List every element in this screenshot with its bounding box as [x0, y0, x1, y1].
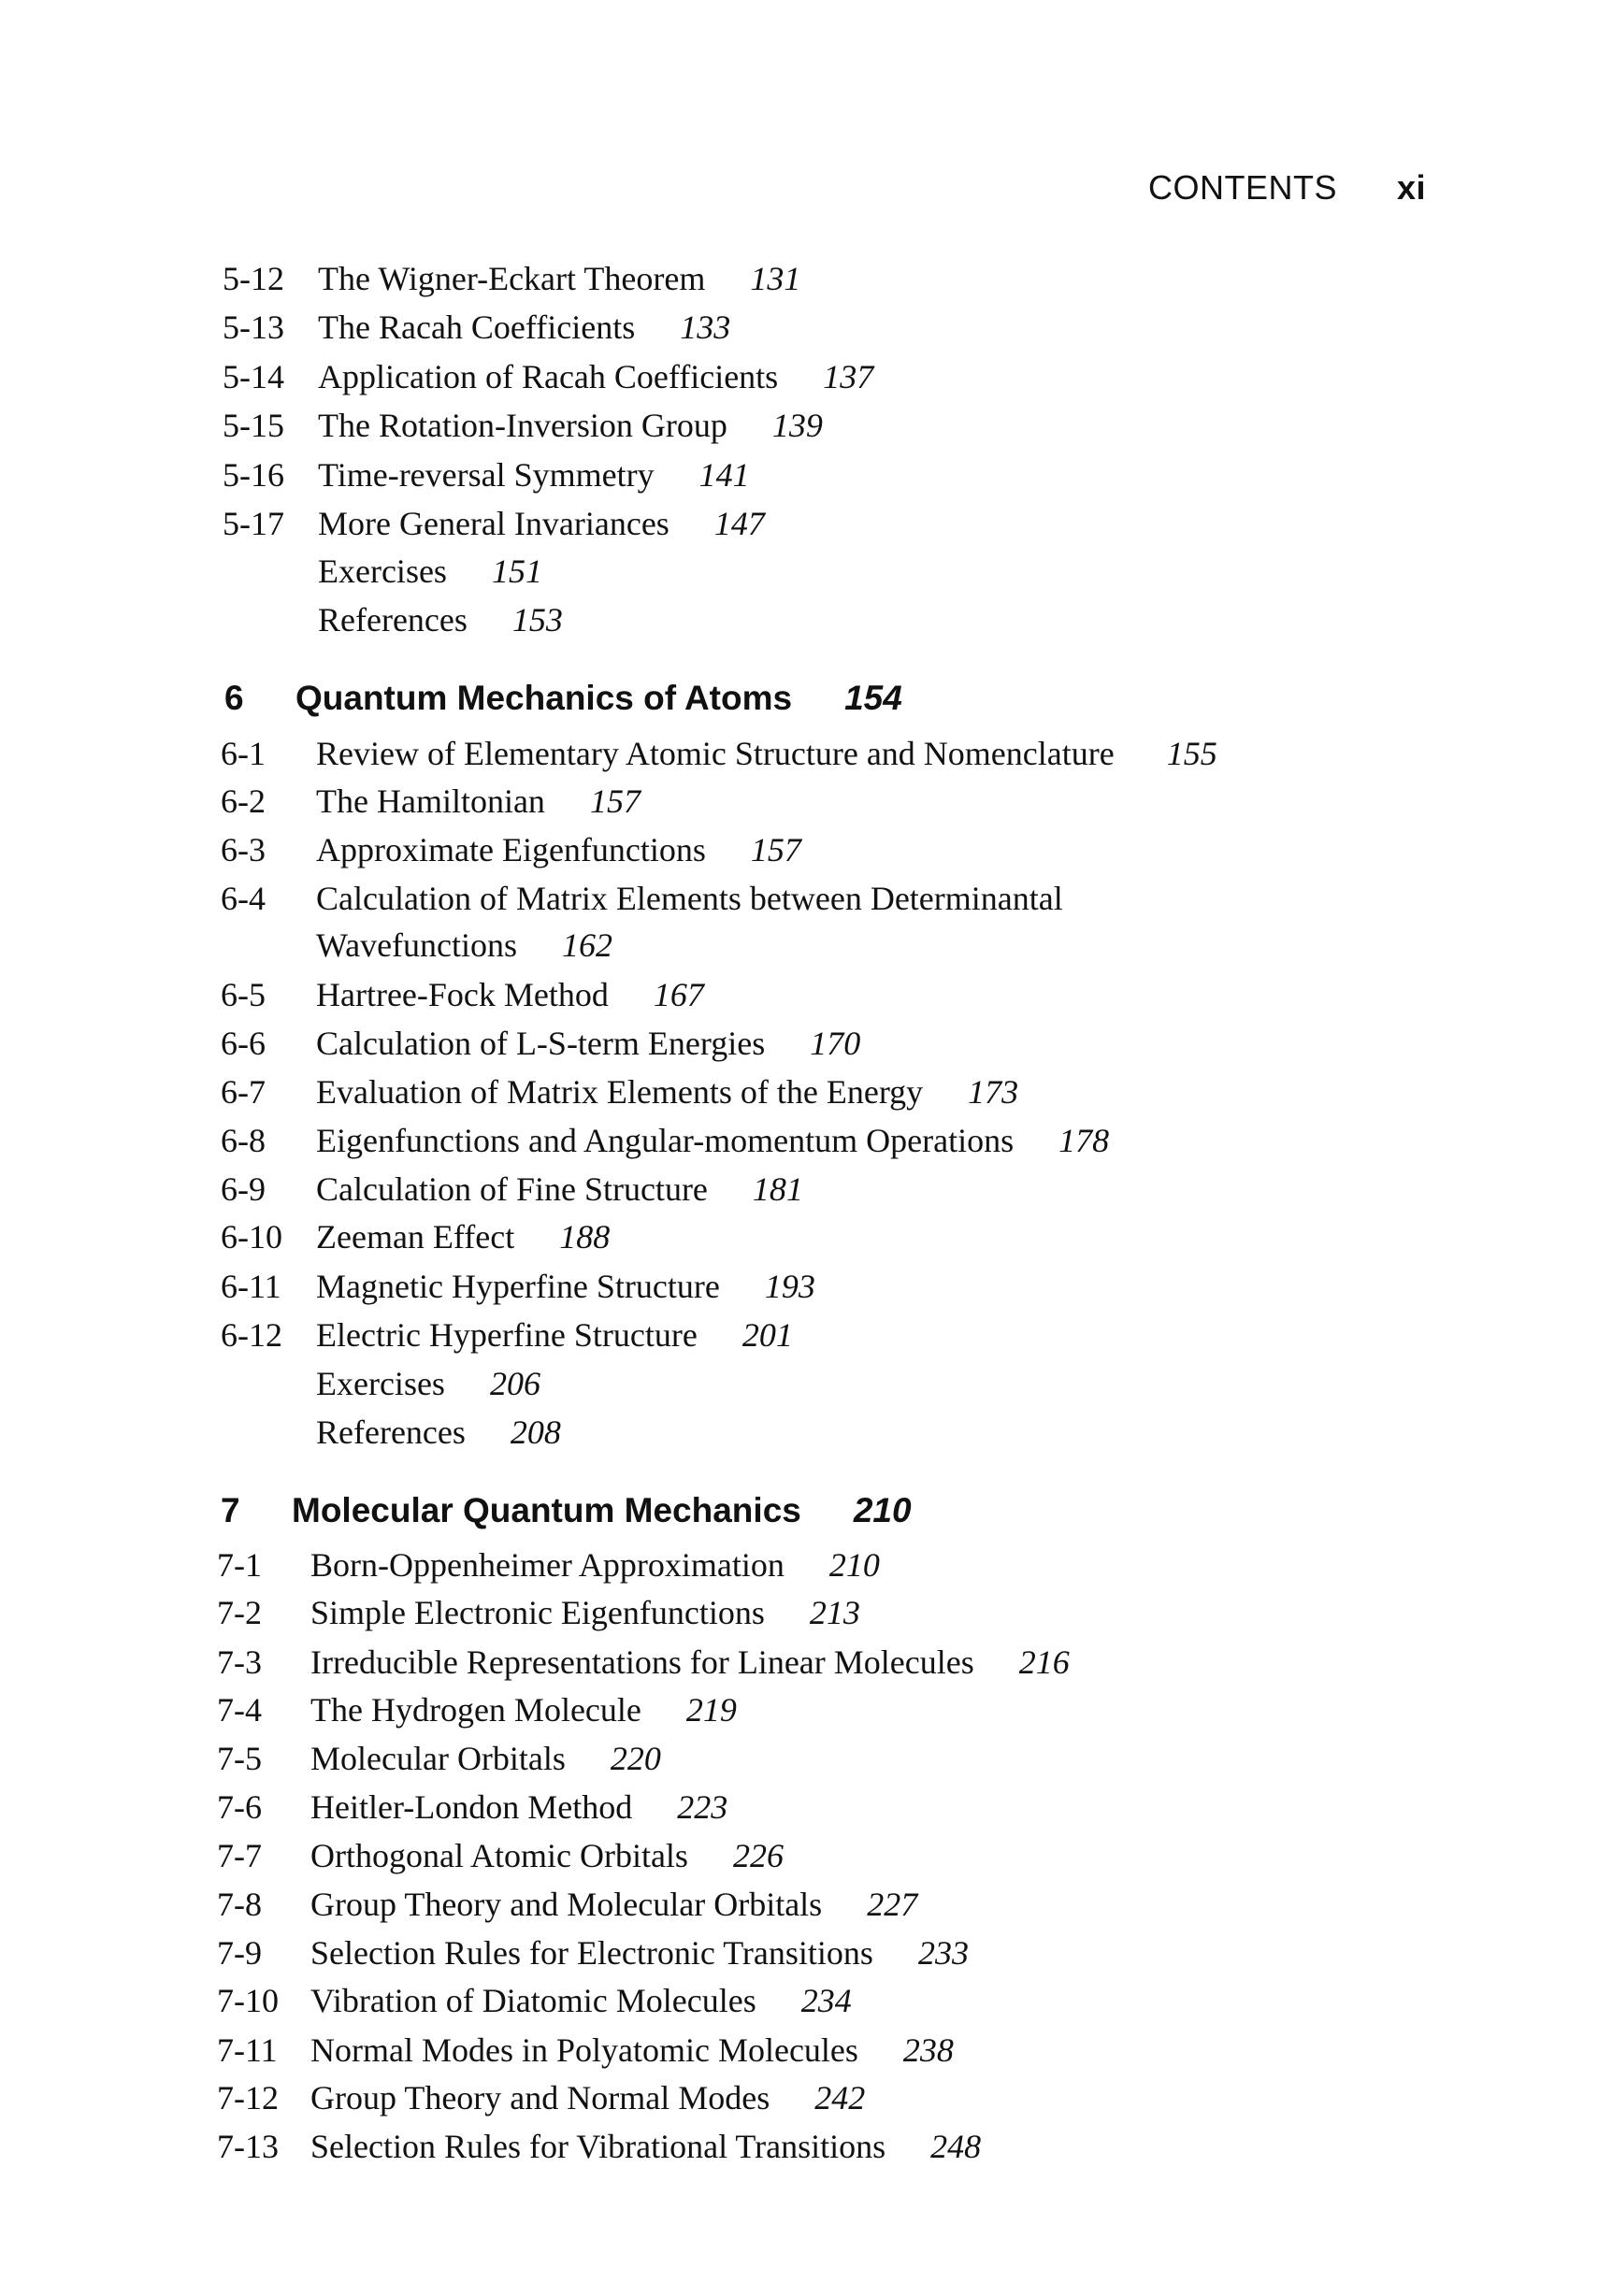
section-number: 7-7 [217, 1837, 262, 1874]
page-number: 220 [610, 1740, 661, 1777]
section-title: Hartree-Fock Method [316, 976, 609, 1013]
section-number: 6-9 [221, 1170, 266, 1208]
page-number: 206 [489, 1365, 540, 1402]
page-number: 210 [828, 1546, 880, 1584]
page-number: 193 [764, 1268, 815, 1305]
section-title: References [318, 601, 468, 639]
section-title: Eigenfunctions and Angular-momentum Operations [316, 1122, 1015, 1159]
section-number: 6-12 [221, 1316, 282, 1354]
section-title: Selection Rules for Vibrational Transitions [310, 2128, 886, 2165]
section-title: Vibration of Diatomic Molecules [310, 1982, 756, 2019]
page-number: 155 [1166, 735, 1217, 772]
chapter-number: 6 [224, 679, 244, 717]
section-number: 7-6 [217, 1788, 262, 1826]
page-number: 141 [698, 456, 750, 494]
page-number: 223 [677, 1788, 728, 1826]
page-number: 234 [800, 1982, 852, 2019]
page-number: 227 [867, 1886, 918, 1923]
section-number: 5-14 [223, 358, 284, 395]
section-number: 7-5 [217, 1740, 262, 1777]
running-head [1148, 168, 1426, 208]
page-number: 133 [680, 309, 731, 346]
page-number: 233 [917, 1934, 969, 1972]
page-number: 216 [1018, 1643, 1070, 1681]
page-number: 238 [902, 2031, 954, 2069]
page-number: 213 [809, 1594, 860, 1631]
section-title: Group Theory and Normal Modes [310, 2079, 770, 2117]
section-number: 6-3 [221, 831, 266, 868]
section-title: Simple Electronic Eigenfunctions [310, 1594, 765, 1631]
running-head-title: CONTENTS [1148, 168, 1337, 207]
section-number: 7-10 [217, 1982, 279, 2019]
page-number: 188 [559, 1218, 611, 1256]
chapter-page: 210 [853, 1491, 912, 1529]
section-title: Exercises [318, 552, 447, 590]
section-title: Electric Hyperfine Structure [316, 1316, 698, 1354]
section-title: Evaluation of Matrix Elements of the Energy [316, 1073, 924, 1111]
section-number: 5-17 [223, 505, 284, 542]
section-title: Wavefunctions [316, 926, 518, 964]
page-number: 167 [653, 976, 704, 1013]
section-title: Application of Racah Coefficients [318, 358, 779, 395]
chapter-title: Molecular Quantum Mechanics [292, 1491, 801, 1529]
section-title: More General Invariances [318, 505, 669, 542]
page-number: 131 [750, 260, 801, 297]
section-title: Calculation of Matrix Elements between Determinantal [316, 880, 1063, 917]
section-title: Born-Oppenheimer Approximation [310, 1546, 785, 1584]
section-number: 6-6 [221, 1025, 266, 1062]
page-number: 208 [510, 1413, 561, 1451]
page-folio: xi [1397, 168, 1427, 207]
section-title: Exercises [316, 1365, 445, 1402]
section-number: 6-7 [221, 1073, 266, 1111]
section-number: 7-3 [217, 1643, 262, 1681]
section-title: Irreducible Representations for Linear Molecules [310, 1643, 974, 1681]
section-number: 7-2 [217, 1594, 262, 1631]
section-number: 7-9 [217, 1934, 262, 1972]
section-number: 6-2 [221, 782, 266, 820]
section-title: Magnetic Hyperfine Structure [316, 1268, 720, 1305]
section-title: Zeeman Effect [316, 1218, 515, 1256]
page-number: 178 [1058, 1122, 1110, 1159]
page-number: 151 [491, 552, 542, 590]
section-title: Group Theory and Molecular Orbitals [310, 1886, 823, 1923]
section-number: 7-4 [217, 1691, 262, 1729]
page-number: 173 [968, 1073, 1019, 1111]
page-number: 137 [823, 358, 874, 395]
section-number: 7-11 [217, 2031, 278, 2069]
section-title: Selection Rules for Electronic Transitions [310, 1934, 873, 1972]
section-title: The Hamiltonian [316, 782, 545, 820]
section-title: The Hydrogen Molecule [310, 1691, 641, 1729]
page-number: 147 [713, 505, 765, 542]
page-number: 181 [752, 1170, 803, 1208]
section-title: Time-reversal Symmetry [318, 456, 655, 494]
page-number: 139 [771, 407, 823, 444]
page-number: 201 [741, 1316, 793, 1354]
page-number: 153 [511, 601, 563, 639]
section-number: 6-5 [221, 976, 266, 1013]
section-number: 6-4 [221, 880, 266, 917]
chapter-title: Quantum Mechanics of Atoms [295, 679, 793, 717]
section-number: 5-12 [223, 260, 284, 297]
section-number: 7-13 [217, 2128, 279, 2165]
section-number: 7-12 [217, 2079, 279, 2117]
section-number: 6-10 [221, 1218, 282, 1256]
section-number: 5-13 [223, 309, 284, 346]
page-number: 157 [750, 831, 801, 868]
section-title: Heitler-London Method [310, 1788, 633, 1826]
section-title: Calculation of Fine Structure [316, 1170, 708, 1208]
section-title: Calculation of L-S-term Energies [316, 1025, 766, 1062]
page-number: 242 [814, 2079, 866, 2117]
page-number: 170 [810, 1025, 861, 1062]
section-number: 7-8 [217, 1886, 262, 1923]
page-number: 162 [562, 926, 613, 964]
chapter-page: 154 [844, 679, 902, 717]
section-title: The Wigner-Eckart Theorem [318, 260, 706, 297]
section-title: References [316, 1413, 466, 1451]
page-number: 248 [930, 2128, 982, 2165]
chapter-number: 7 [221, 1491, 240, 1529]
section-number: 5-15 [223, 407, 284, 444]
section-number: 7-1 [217, 1546, 262, 1584]
page-number: 219 [685, 1691, 737, 1729]
section-title: Molecular Orbitals [310, 1740, 566, 1777]
section-number: 5-16 [223, 456, 284, 494]
section-number: 6-8 [221, 1122, 266, 1159]
section-number: 6-11 [221, 1268, 281, 1305]
section-title: Orthogonal Atomic Orbitals [310, 1837, 688, 1874]
page-number: 157 [589, 782, 641, 820]
section-number: 6-1 [221, 735, 266, 772]
section-title: Approximate Eigenfunctions [316, 831, 706, 868]
section-title: The Rotation-Inversion Group [318, 407, 727, 444]
section-title: Normal Modes in Polyatomic Molecules [310, 2031, 858, 2069]
section-title: The Racah Coefficients [318, 309, 636, 346]
page-number: 226 [732, 1837, 784, 1874]
section-title: Review of Elementary Atomic Structure and Nomenclature [316, 735, 1115, 772]
